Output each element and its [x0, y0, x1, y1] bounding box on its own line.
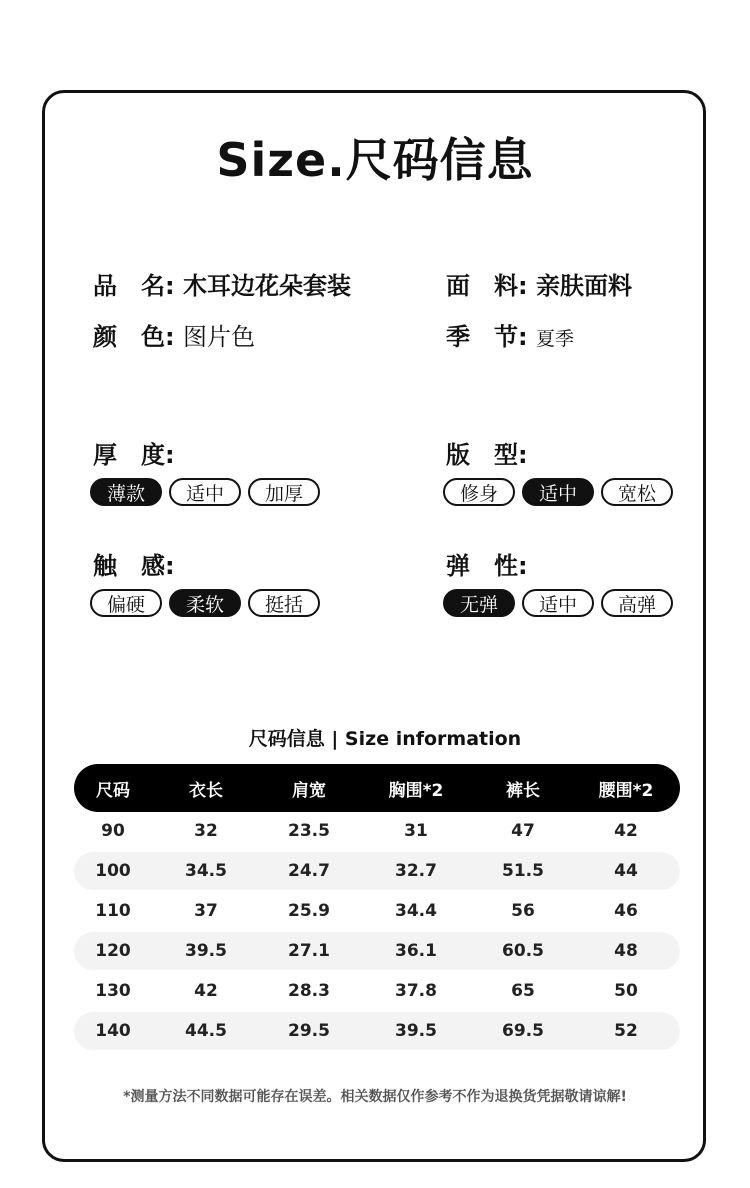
season-label: 季 节: [446, 323, 528, 351]
table-cell: 44.5 [185, 1021, 227, 1041]
table-cell: 56 [511, 901, 535, 921]
elasticity-label: 弹 性: [446, 552, 528, 580]
color-value: 图片色 [182, 323, 255, 351]
touch-option[interactable]: 偏硬 [90, 589, 162, 617]
table-cell: 65 [511, 981, 535, 1001]
table-cell: 29.5 [288, 1021, 330, 1041]
thickness-option[interactable]: 薄款 [90, 478, 162, 506]
product-name-value: 木耳边花朵套装 [182, 272, 351, 300]
product-name-label: 品 名: [93, 272, 175, 300]
table-cell: 37 [194, 901, 218, 921]
table-cell: 23.5 [288, 821, 330, 841]
elasticity-option[interactable]: 适中 [522, 589, 594, 617]
header-cell: 尺码 [96, 780, 130, 801]
thickness-option[interactable]: 适中 [169, 478, 241, 506]
fabric-row [446, 266, 632, 301]
thickness-label: 厚 度: [93, 441, 175, 469]
table-row [74, 852, 680, 890]
table-cell: 32.7 [395, 861, 437, 881]
elasticity-option[interactable]: 无弹 [443, 589, 515, 617]
season-value: 夏季 [535, 328, 574, 350]
table-cell: 34.5 [185, 861, 227, 881]
table-cell: 28.3 [288, 981, 330, 1001]
table-cell: 25.9 [288, 901, 330, 921]
table-cell: 34.4 [395, 901, 437, 921]
touch-label: 触 感: [93, 552, 175, 580]
table-cell: 37.8 [395, 981, 437, 1001]
table-cell: 52 [614, 1021, 638, 1041]
fit-label: 版 型: [446, 441, 528, 469]
table-cell: 50 [614, 981, 638, 1001]
table-cell: 120 [95, 941, 131, 961]
color-label: 颜 色: [93, 323, 175, 351]
elasticity-options [443, 589, 673, 617]
header-cell: 裤长 [506, 780, 540, 801]
disclaimer-note: *测量方法不同数据可能存在误差。相关数据仅作参考不作为退换货凭据敬请谅解! [123, 1089, 627, 1105]
table-cell: 47 [511, 821, 535, 841]
table-cell: 46 [614, 901, 638, 921]
table-cell: 27.1 [288, 941, 330, 961]
table-cell: 39.5 [185, 941, 227, 961]
season-row [446, 317, 574, 352]
table-row [74, 892, 680, 930]
table-cell: 42 [614, 821, 638, 841]
table-cell: 32 [194, 821, 218, 841]
header-cell: 腰围*2 [598, 780, 654, 801]
page-title: Size.尺码信息 [216, 133, 534, 187]
header-cell: 肩宽 [292, 780, 326, 801]
table-cell: 90 [101, 821, 125, 841]
table-cell: 140 [95, 1021, 131, 1041]
table-cell: 44 [614, 861, 638, 881]
table-row [74, 932, 680, 970]
table-cell: 110 [95, 901, 131, 921]
table-cell: 42 [194, 981, 218, 1001]
product-name-row [93, 266, 351, 301]
touch-option[interactable]: 柔软 [169, 589, 241, 617]
elasticity-option[interactable]: 高弹 [601, 589, 673, 617]
table-row [74, 972, 680, 1010]
table-row [74, 812, 680, 850]
size-table-caption: 尺码信息 | Size information [248, 728, 522, 750]
color-row [93, 317, 255, 352]
size-table-body [74, 812, 680, 1052]
fit-option[interactable]: 宽松 [601, 478, 673, 506]
fabric-value: 亲肤面料 [535, 272, 632, 300]
table-cell: 31 [404, 821, 428, 841]
fit-option[interactable]: 修身 [443, 478, 515, 506]
fit-option[interactable]: 适中 [522, 478, 594, 506]
table-cell: 24.7 [288, 861, 330, 881]
table-row [74, 1012, 680, 1050]
thickness-options [90, 478, 320, 506]
table-cell: 130 [95, 981, 131, 1001]
header-cell: 衣长 [189, 780, 223, 801]
size-table-header [74, 764, 680, 812]
thickness-option[interactable]: 加厚 [248, 478, 320, 506]
table-cell: 60.5 [502, 941, 544, 961]
touch-options [90, 589, 320, 617]
table-cell: 39.5 [395, 1021, 437, 1041]
header-cell: 胸围*2 [388, 780, 444, 801]
table-cell: 48 [614, 941, 638, 961]
table-cell: 100 [95, 861, 131, 881]
touch-option[interactable]: 挺括 [248, 589, 320, 617]
fabric-label: 面 料: [446, 272, 528, 300]
table-cell: 51.5 [502, 861, 544, 881]
table-cell: 69.5 [502, 1021, 544, 1041]
fit-options [443, 478, 673, 506]
table-cell: 36.1 [395, 941, 437, 961]
